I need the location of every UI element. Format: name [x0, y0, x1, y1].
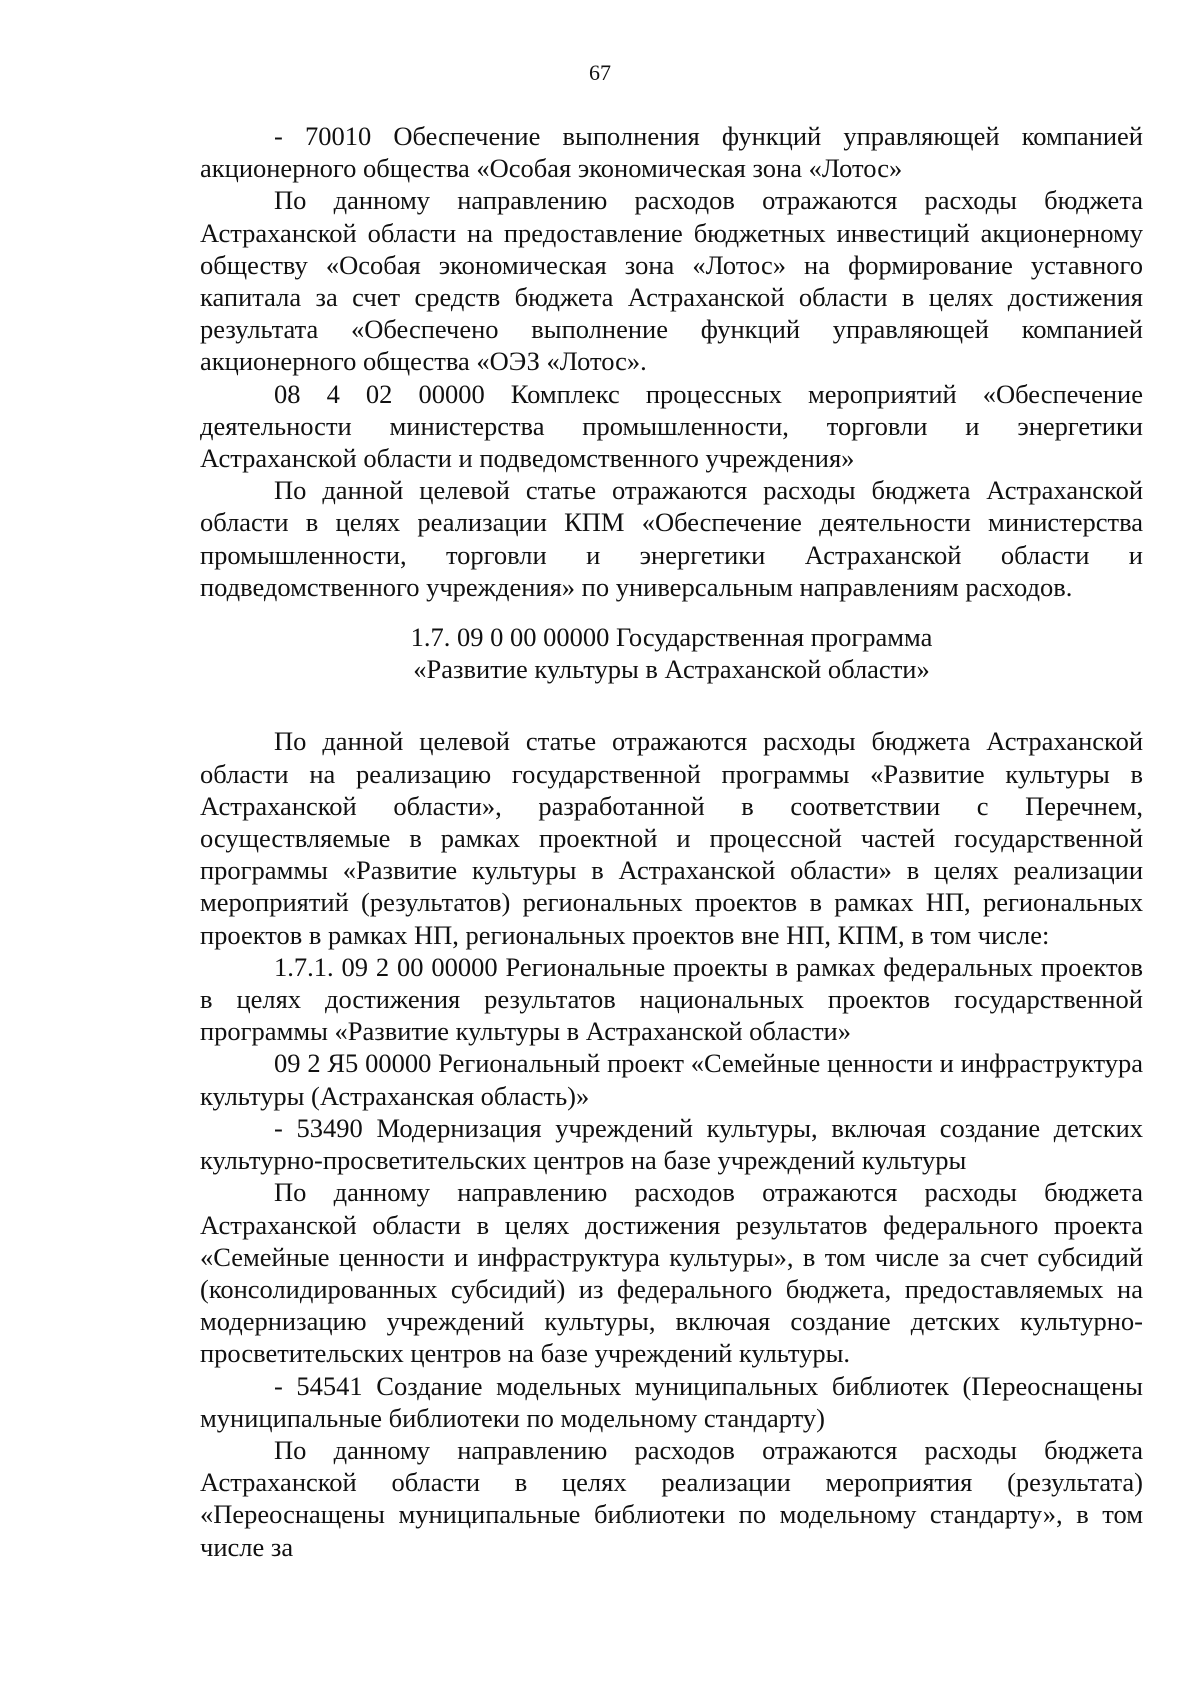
section-heading-line-2: «Развитие культуры в Астраханской области» — [413, 654, 930, 685]
section-heading — [200, 621, 1143, 685]
spacer — [200, 685, 1143, 725]
paragraph: По данному направлению расходов отражаются расходы бюджета Астраханской области на предоставление бюджетных инвестиций акционерному обществу «Особая экономическая зона «Лотос» на формирование уставного капитала за счет средств бюджета Астраханской области в целях достижения результата «Обеспечено выполнение функций управляющей компанией акционерного общества «ОЭЗ «Лотос». — [200, 185, 1143, 377]
paragraph: - 53490 Модернизация учреждений культуры, включая создание детских культурно-просветительских центров на базе учреждений культуры — [200, 1112, 1143, 1176]
paragraph: По данному направлению расходов отражаются расходы бюджета Астраханской области в целях достижения результатов федерального проекта «Семейные ценности и инфраструктура культуры», в том числе за счет субсидий (консолидированных субсидий) из федерального бюджета, предоставляемых на модернизацию учреждений культуры, включая создание детских культурно-просветительских центров на базе учреждений культуры. — [200, 1177, 1143, 1369]
paragraph: По данной целевой статье отражаются расходы бюджета Астраханской области на реализацию государственной программы «Развитие культуры в Астраханской области», разработанной в соответствии с Перечнем, осуществляемые в рамках проектной и процессной частей государственной программы «Развитие культуры в Астраханской области» в целях реализации мероприятий (результатов) региональных проектов в рамках НП, региональных проектов в рамках НП, региональных проектов вне НП, КПМ, в том числе: — [200, 726, 1143, 950]
paragraph: По данной целевой статье отражаются расходы бюджета Астраханской области в целях реализации КПМ «Обеспечение деятельности министерства промышленности, торговли и энергетики Астраханской области и подведомственного учреждения» по универсальным направлениям расходов. — [200, 475, 1143, 602]
paragraph: - 70010 Обеспечение выполнения функций управляющей компанией акционерного общества «Особая экономическая зона «Лотос» — [200, 121, 1143, 184]
document-body — [200, 120, 1143, 1563]
spacer — [200, 603, 1143, 621]
page-number: 67 — [589, 60, 611, 85]
paragraph: По данному направлению расходов отражаются расходы бюджета Астраханской области в целях реализации мероприятия (результата) «Переоснащены муниципальные библиотеки по модельному стандарту», в том числе за — [200, 1434, 1143, 1562]
section-heading-line-1: 1.7. 09 0 00 00000 Государственная программа — [410, 622, 933, 653]
paragraph: - 54541 Создание модельных муниципальных библиотек (Переоснащены муниципальные библиотеки по модельному стандарту) — [200, 1370, 1143, 1433]
paragraph: 08 4 02 00000 Комплекс процессных мероприятий «Обеспечение деятельности министерства промышленности, торговли и энергетики Астраханской области и подведомственного учреждения» — [200, 378, 1143, 474]
paragraph: 1.7.1. 09 2 00 00000 Региональные проекты в рамках федеральных проектов в целях достижения результатов национальных проектов государственной программы «Развитие культуры в Астраханской области» — [200, 951, 1143, 1047]
paragraph: 09 2 Я5 00000 Региональный проект «Семейные ценности и инфраструктура культуры (Астраханская область)» — [200, 1048, 1143, 1111]
